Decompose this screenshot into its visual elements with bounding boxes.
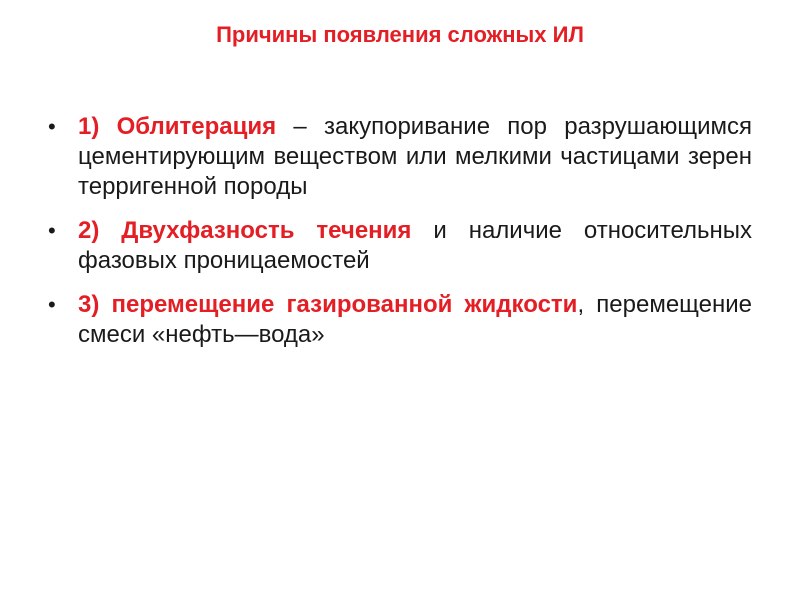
bullet-icon: •	[48, 114, 56, 139]
bullet-lead: 3) перемещение газированной жидкости	[78, 291, 578, 318]
bullet-item-two-phase-flow	[48, 216, 752, 276]
bullet-text: – закупоривание пор разрушающимся цементирующим веществом или мелкими частицами зерен терригенной породы	[78, 113, 752, 200]
slide-title: Причины появления сложных ИЛ	[216, 22, 584, 47]
bullet-lead: 1) Облитерация	[78, 113, 277, 140]
bullet-icon: •	[48, 218, 56, 243]
bullet-list	[48, 112, 752, 364]
bullet-item-gassy-liquid	[48, 290, 752, 350]
bullet-item-obliteration	[48, 112, 752, 202]
bullet-lead: 2) Двухфазность течения	[78, 217, 412, 244]
bullet-text: , перемещение смеси «нефть—вода»	[78, 291, 752, 348]
bullet-text: и наличие относительных фазовых проницаемостей	[78, 217, 753, 274]
bullet-icon: •	[48, 292, 56, 317]
